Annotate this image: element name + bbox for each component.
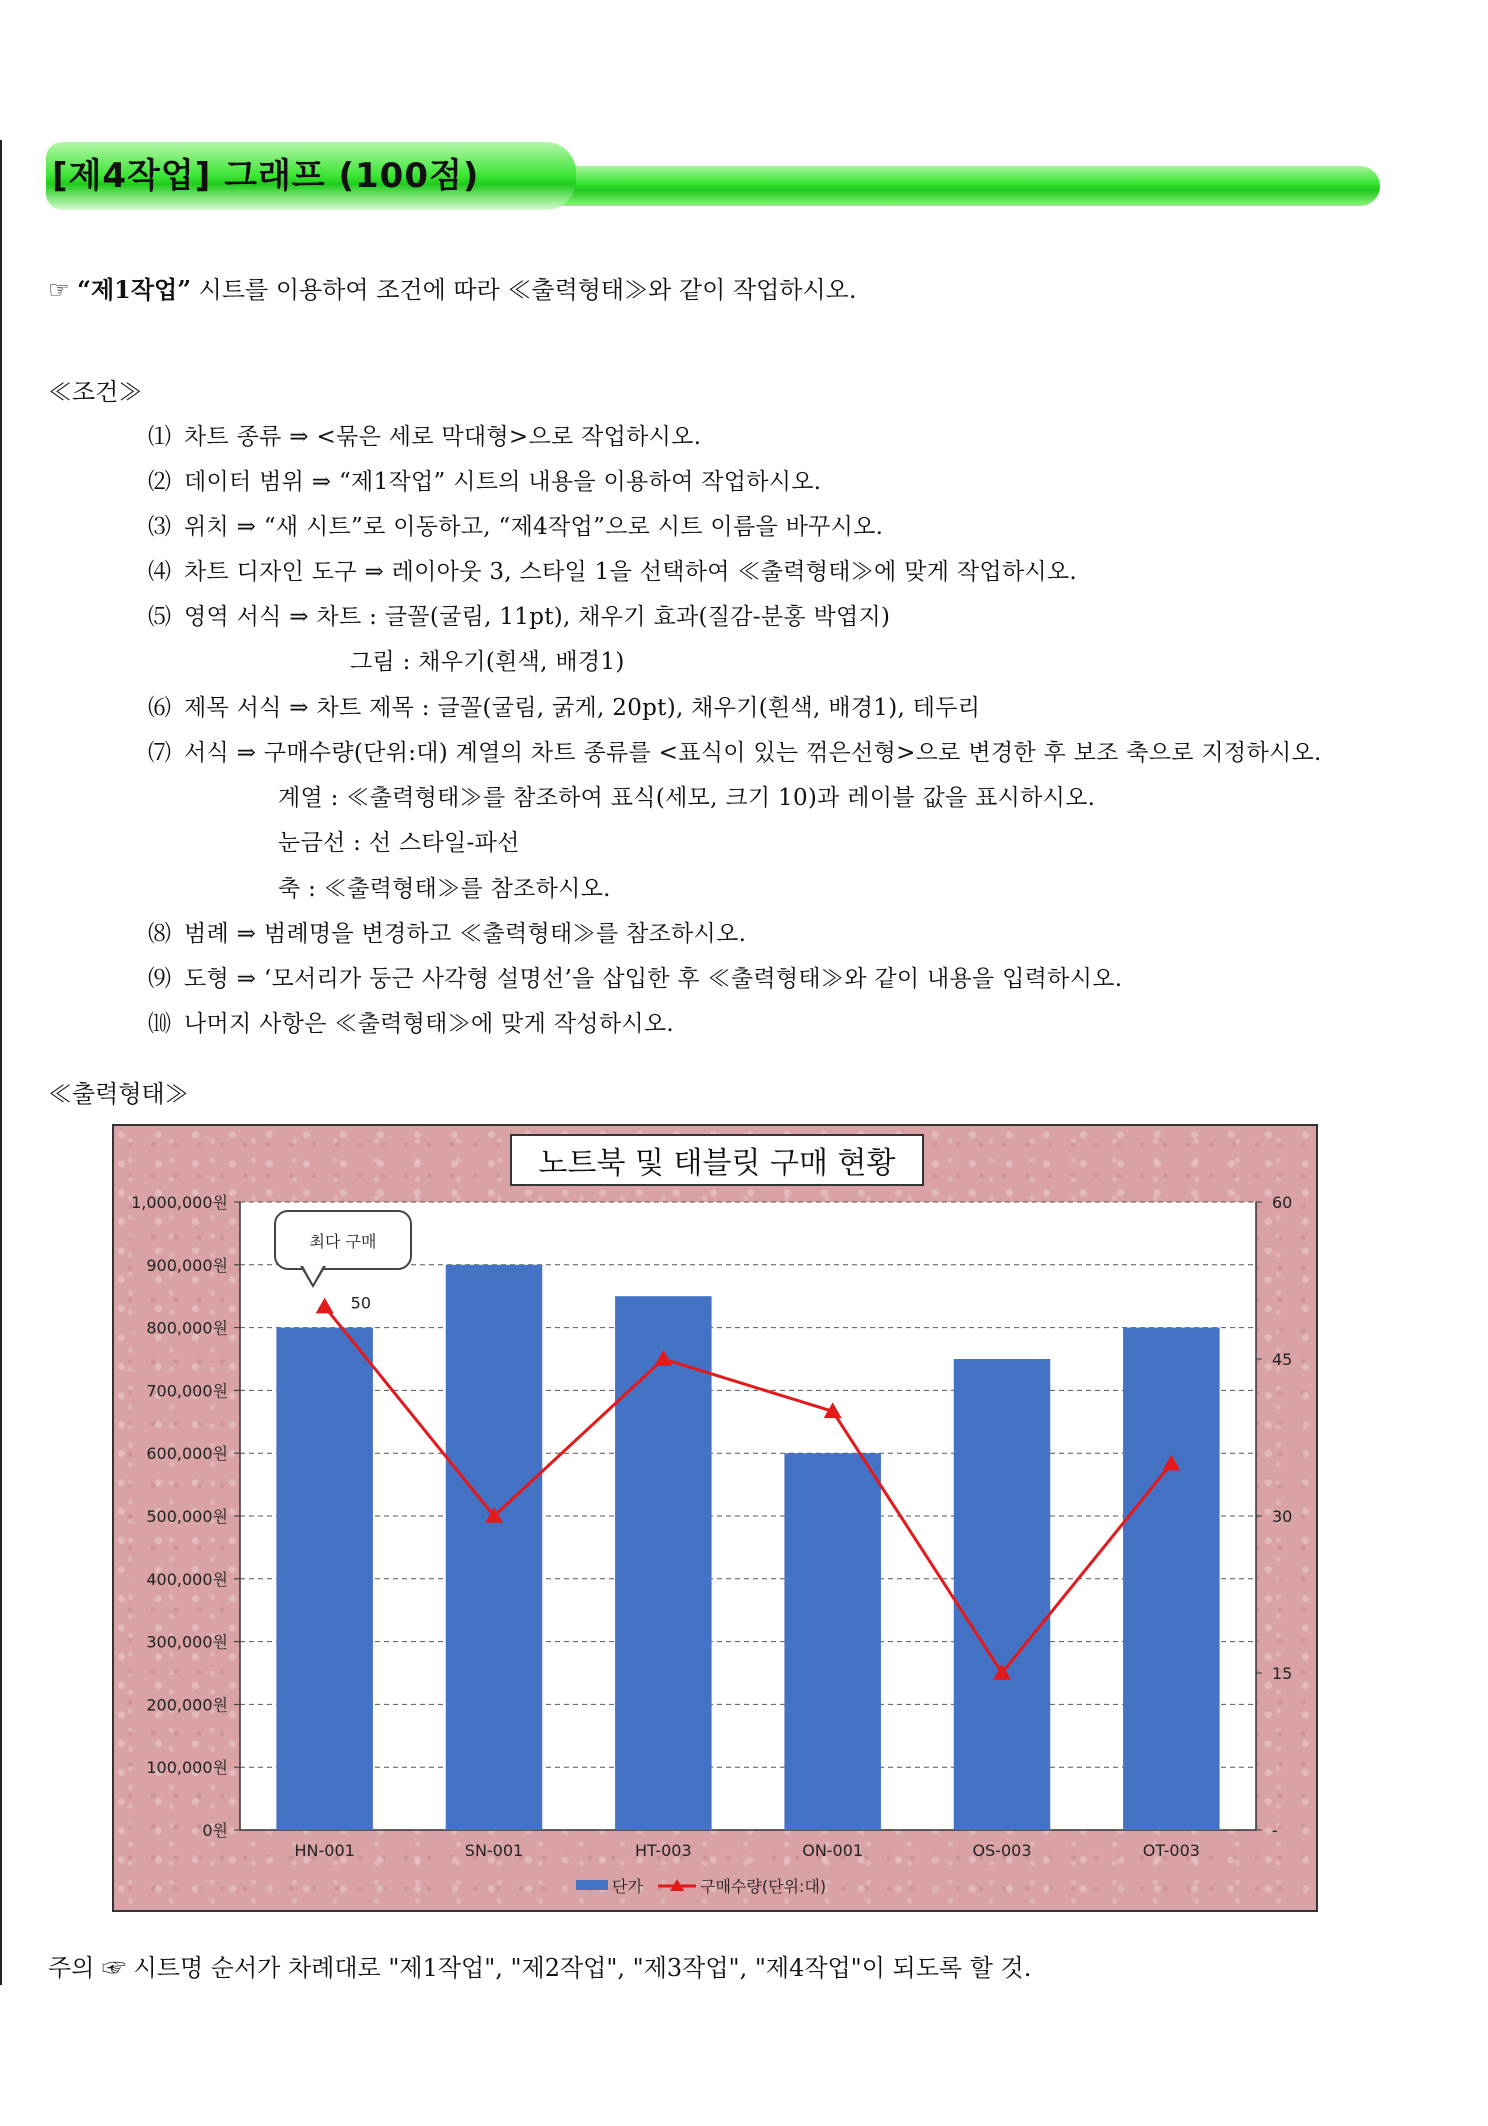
bar	[784, 1453, 881, 1830]
callout-shape: 최다 구매	[274, 1210, 412, 1270]
x-tick-label: SN-001	[464, 1841, 524, 1860]
data-label: 50	[350, 1293, 372, 1313]
y-primary-tick-label: 200,000원	[146, 1695, 228, 1715]
y-secondary-tick-label: 30	[1272, 1507, 1293, 1526]
condition-item: ⑼ 도형 ⇒ ‘모서리가 둥근 사각형 설명선’을 삽입한 후 ≪출력형태≫와 같이 내용을 입력하시오.	[148, 966, 1123, 992]
y-primary-tick-label: 600,000원	[146, 1444, 228, 1464]
header-banner-bar	[490, 166, 1380, 206]
pointing-hand-icon: ☞	[48, 276, 78, 304]
y-primary-tick-label: 800,000원	[146, 1318, 228, 1338]
x-tick-label: OT-003	[1142, 1841, 1200, 1860]
condition-subitem: 눈금선 : 선 스타일-파선	[278, 830, 520, 856]
legend-label: 구매수량(단위:대)	[700, 1877, 827, 1896]
condition-item: ⑹ 제목 서식 ⇒ 차트 제목 : 글꼴(굴림, 굵게, 20pt), 채우기(흰색, 배경1), 테두리	[148, 695, 981, 721]
bar	[954, 1359, 1051, 1830]
chart-area	[112, 1124, 1318, 1912]
condition-subitem: 축 : ≪출력형태≫를 참조하시오.	[278, 876, 611, 902]
instruction-sheet-name: “제1작업”	[77, 275, 192, 304]
condition-item: ⑺ 서식 ⇒ 구매수량(단위:대) 계열의 차트 종류를 <표식이 있는 꺾은선형>으로 변경한 후 보조 축으로 지정하시오.	[148, 740, 1322, 766]
condition-item: ⑽ 나머지 사항은 ≪출력형태≫에 맞게 작성하시오.	[148, 1011, 674, 1037]
instruction-text: 시트를 이용하여 조건에 따라 ≪출력형태≫와 같이 작업하시오.	[191, 276, 857, 304]
legend-label: 단가	[612, 1877, 643, 1896]
y-secondary-tick-label: 45	[1272, 1350, 1293, 1369]
y-secondary-tick-label: -	[1272, 1821, 1278, 1840]
bar	[615, 1296, 712, 1830]
y-secondary-tick-label: 60	[1272, 1193, 1293, 1212]
bar	[1123, 1328, 1220, 1830]
callout-tail-fill	[303, 1266, 323, 1284]
chart-title: 노트북 및 태블릿 구매 현황	[510, 1134, 924, 1186]
condition-item: ⑷ 차트 디자인 도구 ⇒ 레이아웃 3, 스타일 1을 선택하여 ≪출력형태≫에 맞게 작업하시오.	[148, 559, 1078, 585]
bar	[276, 1328, 373, 1830]
condition-item: ⑶ 위치 ⇒ “새 시트”로 이동하고, “제4작업”으로 시트 이름을 바꾸시오.	[148, 514, 884, 540]
x-tick-label: ON-001	[802, 1841, 864, 1860]
page-margin-line	[0, 140, 2, 1985]
page-title: [제4작업] 그래프 (100점)	[52, 156, 480, 196]
x-tick-label: HT-003	[635, 1841, 692, 1860]
footer-note: 주의 ☞ 시트명 순서가 차례대로 "제1작업", "제2작업", "제3작업", "제4작업"이 되도록 할 것.	[48, 1954, 1032, 1982]
instruction-line	[48, 270, 856, 305]
y-primary-tick-label: 1,000,000원	[131, 1193, 228, 1212]
conditions-label: ≪조건≫	[48, 378, 143, 406]
bar	[446, 1265, 543, 1830]
y-primary-tick-label: 500,000원	[146, 1507, 228, 1526]
y-primary-tick-label: 700,000원	[146, 1381, 228, 1401]
y-primary-tick-label: 0원	[202, 1821, 228, 1840]
y-primary-tick-label: 900,000원	[146, 1255, 228, 1275]
condition-item: ⑴ 차트 종류 ⇒ <묶은 세로 막대형>으로 작업하시오.	[148, 424, 702, 450]
condition-item: ⑻ 범례 ⇒ 범례명을 변경하고 ≪출력형태≫를 참조하시오.	[148, 921, 747, 947]
y-primary-tick-label: 300,000원	[146, 1632, 228, 1652]
y-primary-tick-label: 400,000원	[146, 1569, 228, 1589]
condition-item: ⑵ 데이터 범위 ⇒ “제1작업” 시트의 내용을 이용하여 작업하시오.	[148, 469, 822, 495]
y-primary-tick-label: 100,000원	[146, 1758, 228, 1778]
legend-swatch-bar	[576, 1880, 608, 1890]
condition-subitem: 계열 : ≪출력형태≫를 참조하여 표식(세모, 크기 10)과 레이블 값을 표시하시오.	[278, 785, 1096, 811]
condition-item: ⑸ 영역 서식 ⇒ 차트 : 글꼴(굴림, 11pt), 채우기 효과(질감-분홍 박엽지)	[148, 604, 891, 630]
y-secondary-tick-label: 15	[1272, 1664, 1293, 1683]
x-tick-label: HN-001	[294, 1841, 355, 1860]
output-label: ≪출력형태≫	[48, 1080, 189, 1108]
x-tick-label: OS-003	[972, 1841, 1032, 1860]
condition-subitem: 그림 : 채우기(흰색, 배경1)	[350, 649, 625, 675]
